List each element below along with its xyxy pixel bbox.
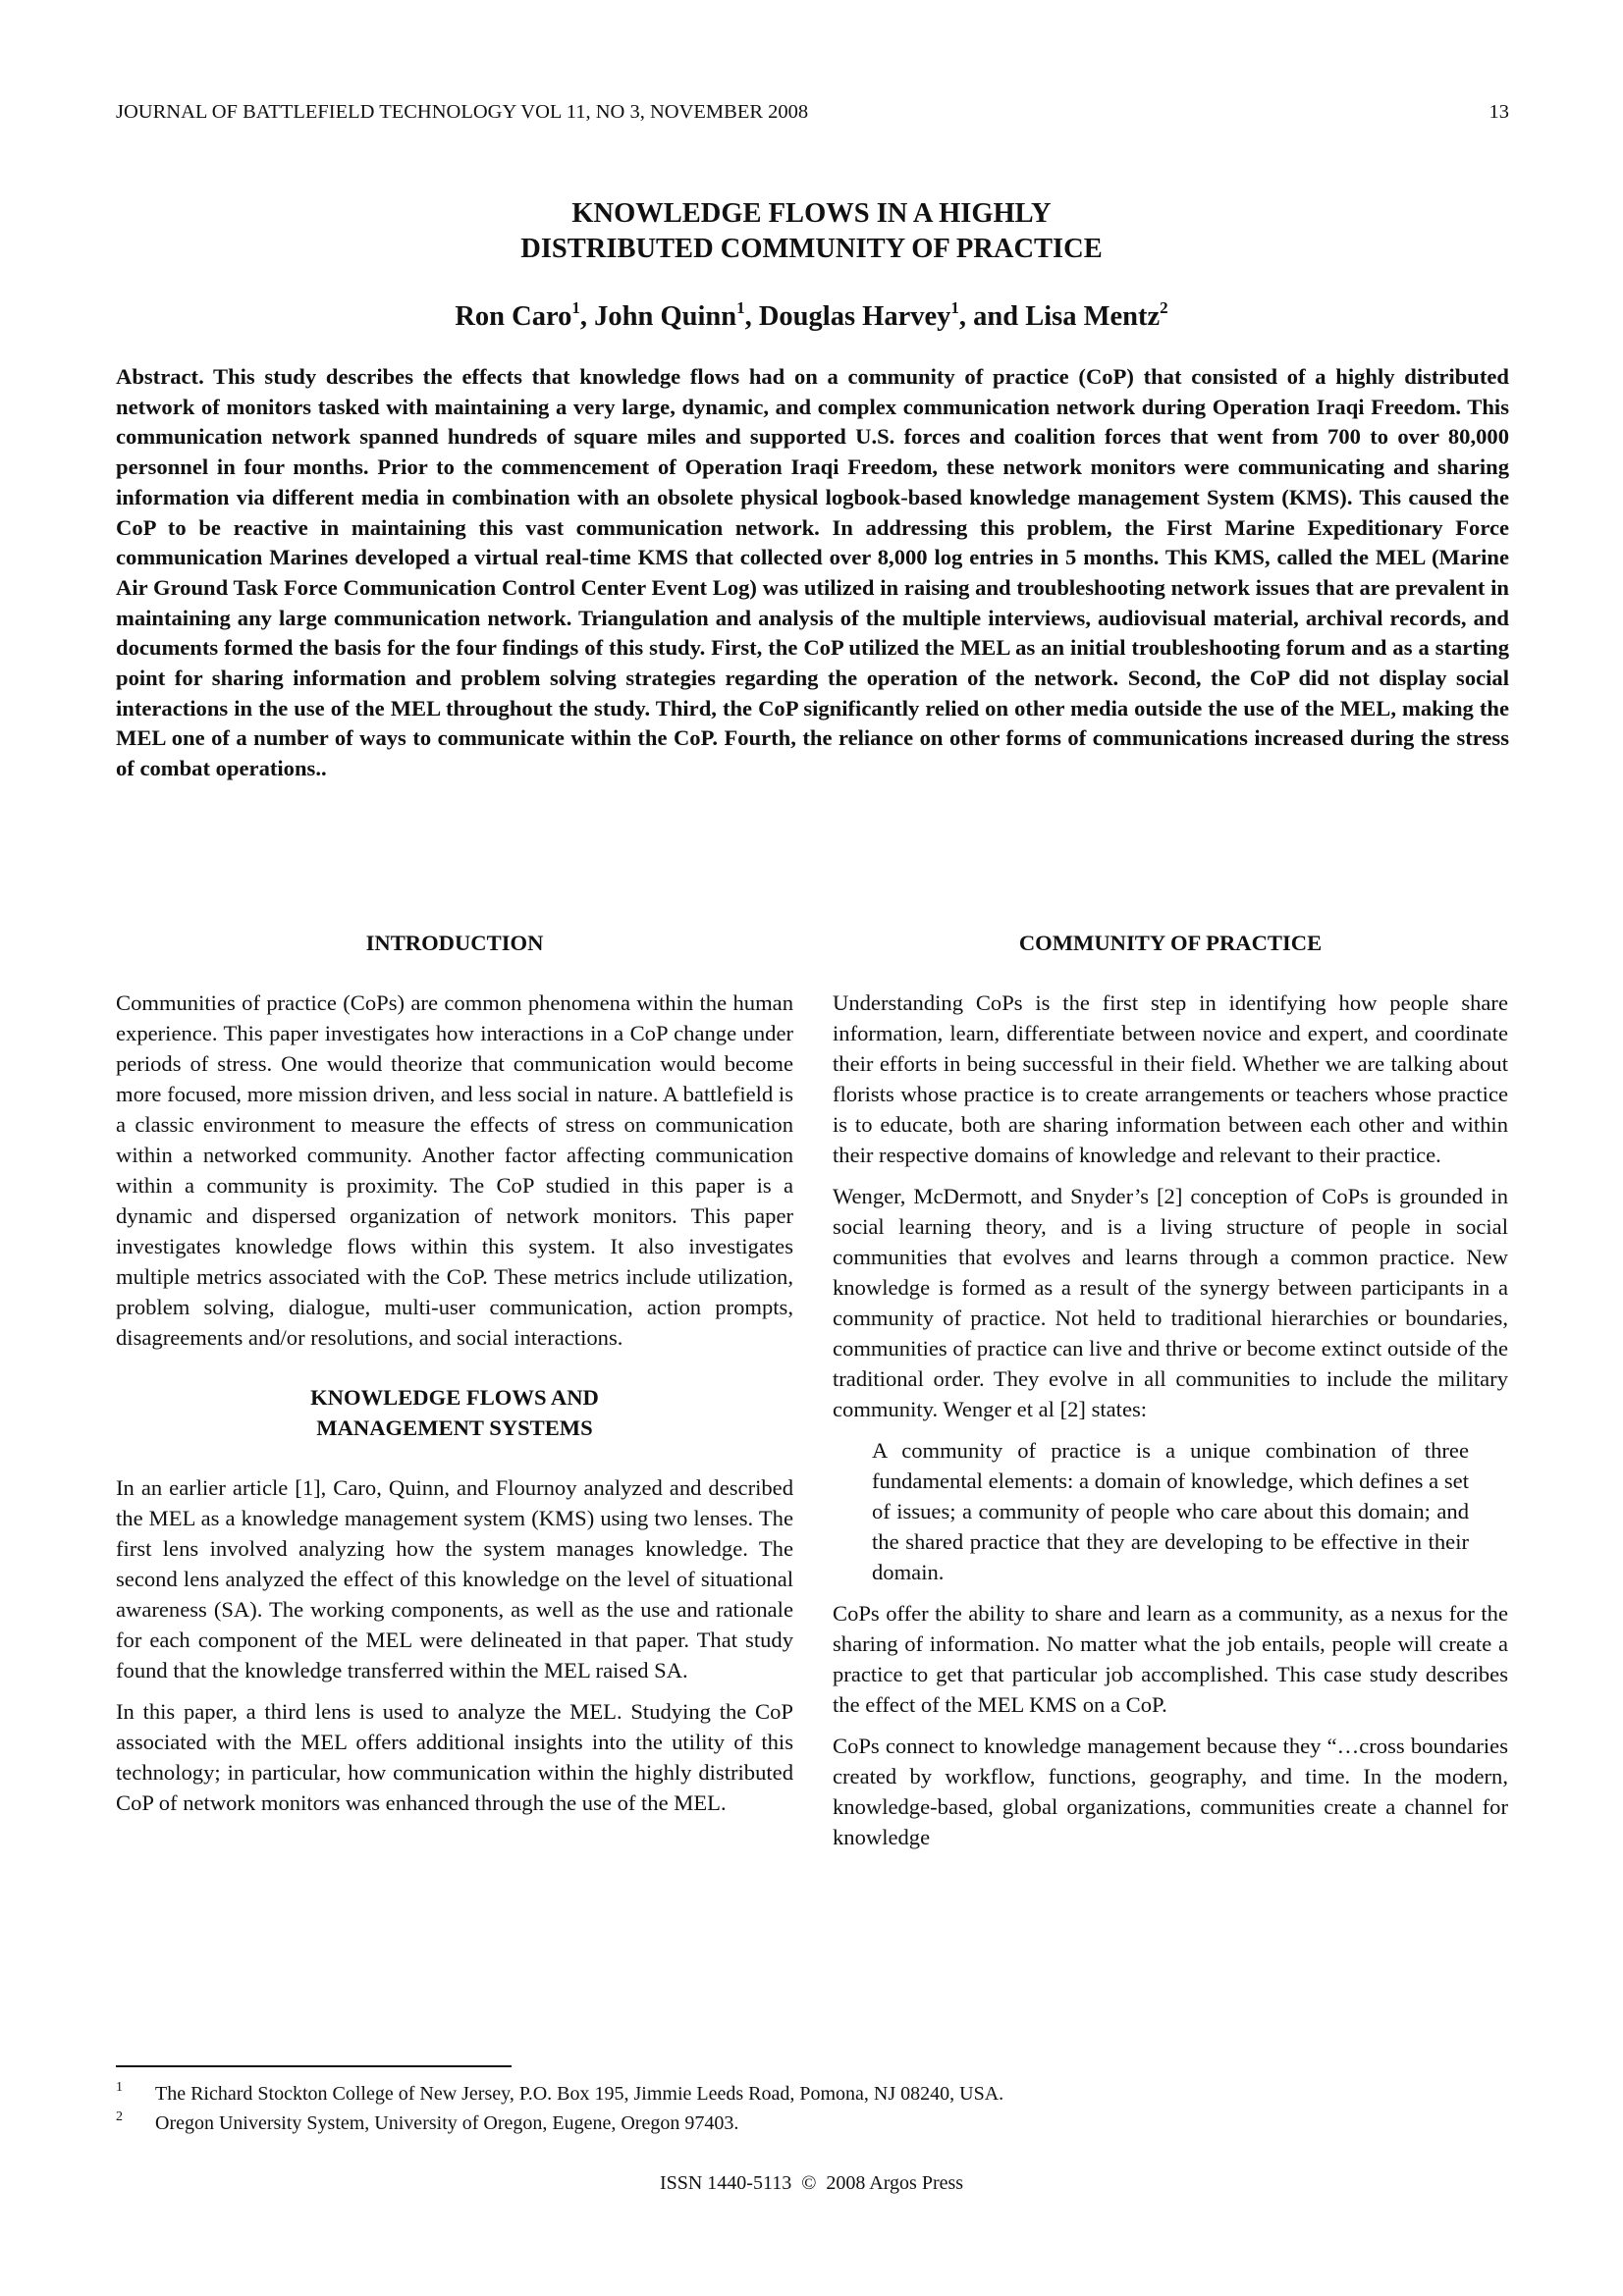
heading-line: KNOWLEDGE FLOWS AND xyxy=(310,1385,599,1410)
footnote-number: 1 xyxy=(116,2080,123,2095)
footnote-text: Oregon University System, University of Oregon, Eugene, Oregon 97403. xyxy=(155,2112,739,2134)
footnote-2 xyxy=(116,2109,1392,2138)
title-line-2: DISTRIBUTED COMMUNITY OF PRACTICE xyxy=(520,234,1103,264)
paper-title xyxy=(0,196,1623,267)
author-name: John Quinn xyxy=(594,301,737,332)
paragraph: Wenger, McDermott, and Snyder’s [2] conception of CoPs is grounded in social learning theory, and is a living structure of people in social communities that evolves and learns through a common practice. New knowledge is formed as a result of the synergy between participants in a community of practice. Not held to traditional hierarchies or boundaries, communities of practice can live and thrive or become extinct outside of the traditional order. They evolve in all communities to include the military community. Wenger et al [2] states: xyxy=(833,1184,1508,1421)
paragraph: CoPs connect to knowledge management because they “…cross boundaries created by workflow, functions, geography, and time. In the modern, knowledge-based, global organizations, communities create a channel for knowledge xyxy=(833,1734,1508,1849)
running-header xyxy=(116,99,1509,125)
heading-line: MANAGEMENT SYSTEMS xyxy=(316,1415,593,1440)
block-quote: A community of practice is a unique combination of three fundamental elements: a domain of knowledge, which defines a set of issues; a community of people who care about this domain; and the shared practice that they are developing to be effective in their domain. xyxy=(872,1438,1469,1584)
abstract: Abstract. This study describes the effects that knowledge flows had on a community of practice (CoP) that consisted of a highly distributed network of monitors tasked with maintaining a very large, dynamic, and complex communication network during Operation Iraqi Freedom. This communication network spanned hundreds of square miles and supported U.S. forces and coalition forces that went from 700 to over 80,000 personnel in four months. Prior to the commencement of Operation Iraqi Freedom, these network monitors were communicating and sharing information via different media in combination with an obsolete physical logbook-based knowledge management System (KMS). This caused the CoP to be reactive in maintaining this vast communication network. In addressing this problem, the First Marine Expeditionary Force communication Marines developed a virtual real-time KMS that collected over 8,000 log entries in 5 months. This KMS, called the MEL (Marine Air Ground Task Force Communication Control Center Event Log) was utilized in raising and troubleshooting network issues that are prevalent in maintaining any large communication network. Triangulation and analysis of the multiple interviews, audiovisual material, archival records, and documents formed the basis for the four findings of this study. First, the CoP utilized the MEL as an initial troubleshooting forum and as a starting point for sharing information and problem solving strategies regarding the operation of the network. Second, the CoP did not display social interactions in the use of the MEL throughout the study. Third, the CoP significantly relied on other media outside the use of the MEL, making the MEL one of a number of ways to communicate within the CoP. Fourth, the reliance on other forms of communications increased during the stress of combat operations.. xyxy=(116,364,1509,781)
right-column xyxy=(833,928,1508,1852)
paragraph: Understanding CoPs is the first step in identifying how people share information, learn, differentiate between novice and expert, and coordinate their efforts in being successful in their field. Whether we are talking about florists whose practice is to create arrangements or teachers whose practice is to educate, both are sharing information between each other and within their respective domains of knowledge and relevant to their practice. xyxy=(833,990,1508,1167)
author-name: Douglas Harvey xyxy=(758,301,951,332)
left-column xyxy=(116,928,793,1818)
affiliation-marker: 1 xyxy=(736,297,745,317)
paragraph: Communities of practice (CoPs) are common phenomena within the human experience. This paper investigates how interactions in a CoP change under periods of stress. One would theorize that communication would become more focused, more mission driven, and less social in nature. A battlefield is a classic environment to measure the effects of stress on communication within a networked community. Another factor affecting communication within a community is proximity. The CoP studied in this paper is a dynamic and dispersed organization of network monitors. This paper investigates knowledge flows within this system. It also investigates multiple metrics associated with the CoP. These metrics include utilization, problem solving, dialogue, multi-user communication, action prompts, disagreements and/or resolutions, and social interactions. xyxy=(116,990,793,1350)
author-name: Lisa Mentz xyxy=(1025,301,1161,332)
affiliation-marker: 2 xyxy=(1160,297,1168,317)
paragraph: In this paper, a third lens is used to analyze the MEL. Studying the CoP associated with the MEL offers additional insights into the utility of this technology; in particular, how communication within the highly distributed CoP of network monitors was enhanced through the use of the MEL. xyxy=(116,1699,793,1815)
section-heading-introduction: INTRODUCTION xyxy=(365,931,544,955)
author-separator: , xyxy=(744,301,759,332)
footnotes xyxy=(116,2079,1392,2138)
section-heading-knowledge-flows xyxy=(116,1382,793,1443)
section-heading-community-of-practice: COMMUNITY OF PRACTICE xyxy=(1018,931,1323,955)
footnote-divider xyxy=(116,2065,512,2067)
affiliation-marker: 1 xyxy=(950,297,959,317)
author-separator: , and xyxy=(958,301,1026,332)
author-name: Ron Caro xyxy=(455,301,572,332)
footnote-1 xyxy=(116,2079,1392,2109)
footnote-number: 2 xyxy=(116,2109,123,2124)
paragraph: CoPs offer the ability to share and learn as a community, as a nexus for the sharing of information. No matter what the job entails, people will create a practice to get that particular job accomplished. This case study describes the effect of the MEL KMS on a CoP. xyxy=(833,1601,1508,1717)
paragraph: In an earlier article [1], Caro, Quinn, and Flournoy analyzed and described the MEL as a knowledge management system (KMS) using two lenses. The first lens involved analyzing how the system manages knowledge. The second lens analyzed the effect of this knowledge on the level of situational awareness (SA). The working components, as well as the use and rationale for each component of the MEL were delineated in that paper. That study found that the knowledge transferred within the MEL raised SA. xyxy=(116,1475,793,1682)
footnote-text: The Richard Stockton College of New Jersey, P.O. Box 195, Jimmie Leeds Road, Pomona, NJ 08240, USA. xyxy=(155,2083,1004,2105)
issn-footer: ISSN 1440-5113 © 2008 Argos Press xyxy=(659,2172,964,2194)
author-separator: , xyxy=(579,301,595,332)
affiliation-marker: 1 xyxy=(571,297,580,317)
author-list xyxy=(0,299,1623,335)
title-line-1: KNOWLEDGE FLOWS IN A HIGHLY xyxy=(571,198,1052,229)
page-number: 13 xyxy=(1488,101,1509,123)
journal-name: JOURNAL OF BATTLEFIELD TECHNOLOGY VOL 11, NO 3, NOVEMBER 2008 xyxy=(116,101,809,123)
